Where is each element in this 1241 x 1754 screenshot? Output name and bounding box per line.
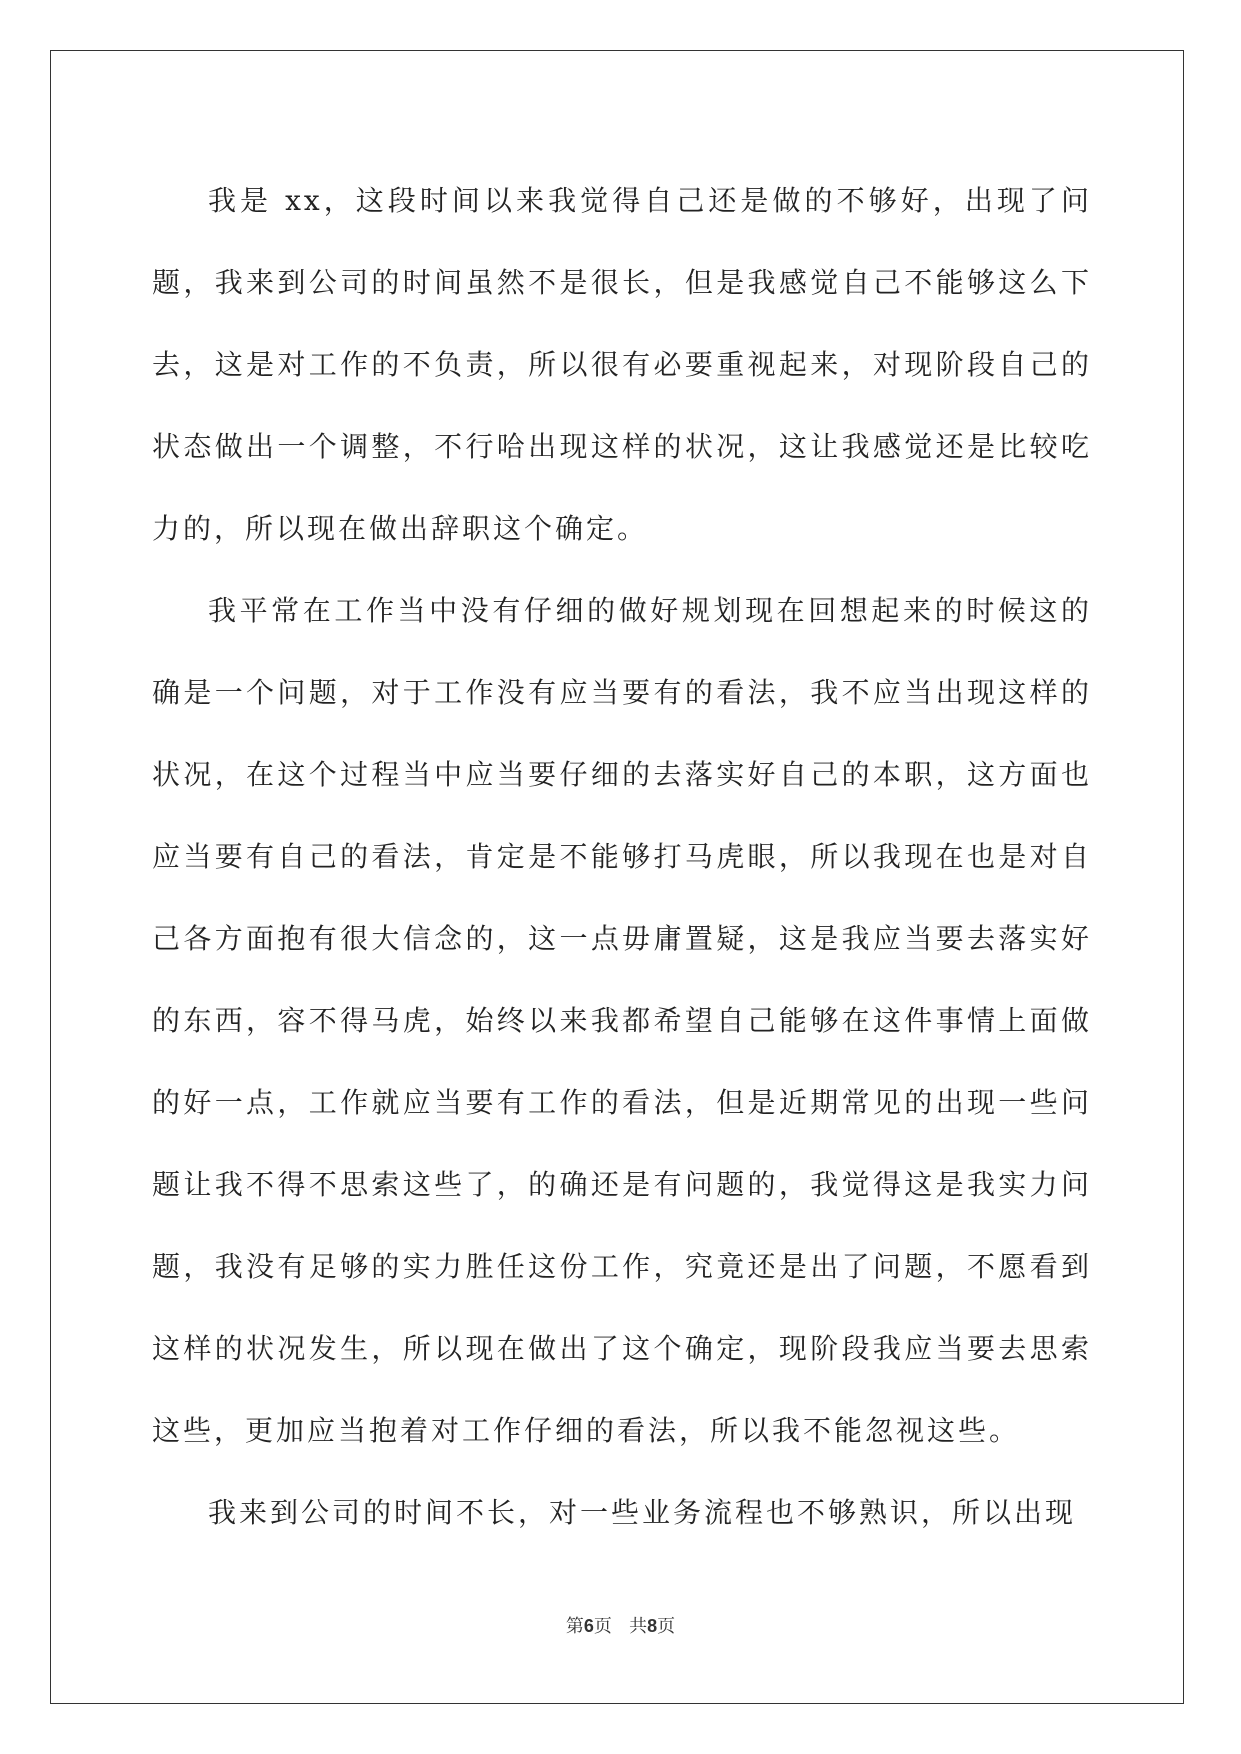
footer-total-unit: 页 <box>657 1616 676 1637</box>
paragraph-3: 我来到公司的时间不长，对一些业务流程也不够熟识，所以出现 <box>208 1496 1077 1529</box>
paragraph-2: 我平常在工作当中没有仔细的做好规划现在回想起来的时候这的确是一个问题，对于工作没有应当要有的看法，我不应当出现这样的状况，在这个过程当中应当要仔细的去落实好自己的本职，这方面也应当要有自己的看法，肯定是不能够打马虎眼，所以我现在也是对自己各方面抱有很大信念的，这一点毋庸置疑，这是我应当要去落实好的东西，容不得马虎，始终以来我都希望自己能够在这件事情上面做的好一点，工作就应当要有工作的看法，但是近期常见的出现一些问题让我不得不思索这些了，的确还是有问题的，我觉得这是我实力问题，我没有足够的实力胜任这份工作，究竟还是出了问题，不愿看到这样的状况发生，所以现在做出了这个确定，现阶段我应当要去思索这些，更加应当抱着对工作仔细的看法，所以我不能忽视这些。 <box>152 594 1092 1447</box>
current-page-number: 6 <box>583 1616 594 1636</box>
footer-prefix: 第 <box>565 1616 584 1637</box>
footer-page-unit: 页 <box>593 1616 612 1637</box>
document-body <box>152 160 1092 1554</box>
footer-total-prefix: 共 <box>629 1616 648 1637</box>
paragraph-1: 我是 xx，这段时间以来我觉得自己还是做的不够好，出现了问题，我来到公司的时间虽然不是很长，但是我感觉自己不能够这么下去，这是对工作的不负责，所以很有必要重视起来，对现阶段自己的状态做出一个调整，不行哈出现这样的状况，这让我感觉还是比较吃力的，所以现在做出辞职这个确定。 <box>152 184 1092 545</box>
page-footer <box>0 1612 1241 1638</box>
total-page-number: 8 <box>647 1616 658 1636</box>
